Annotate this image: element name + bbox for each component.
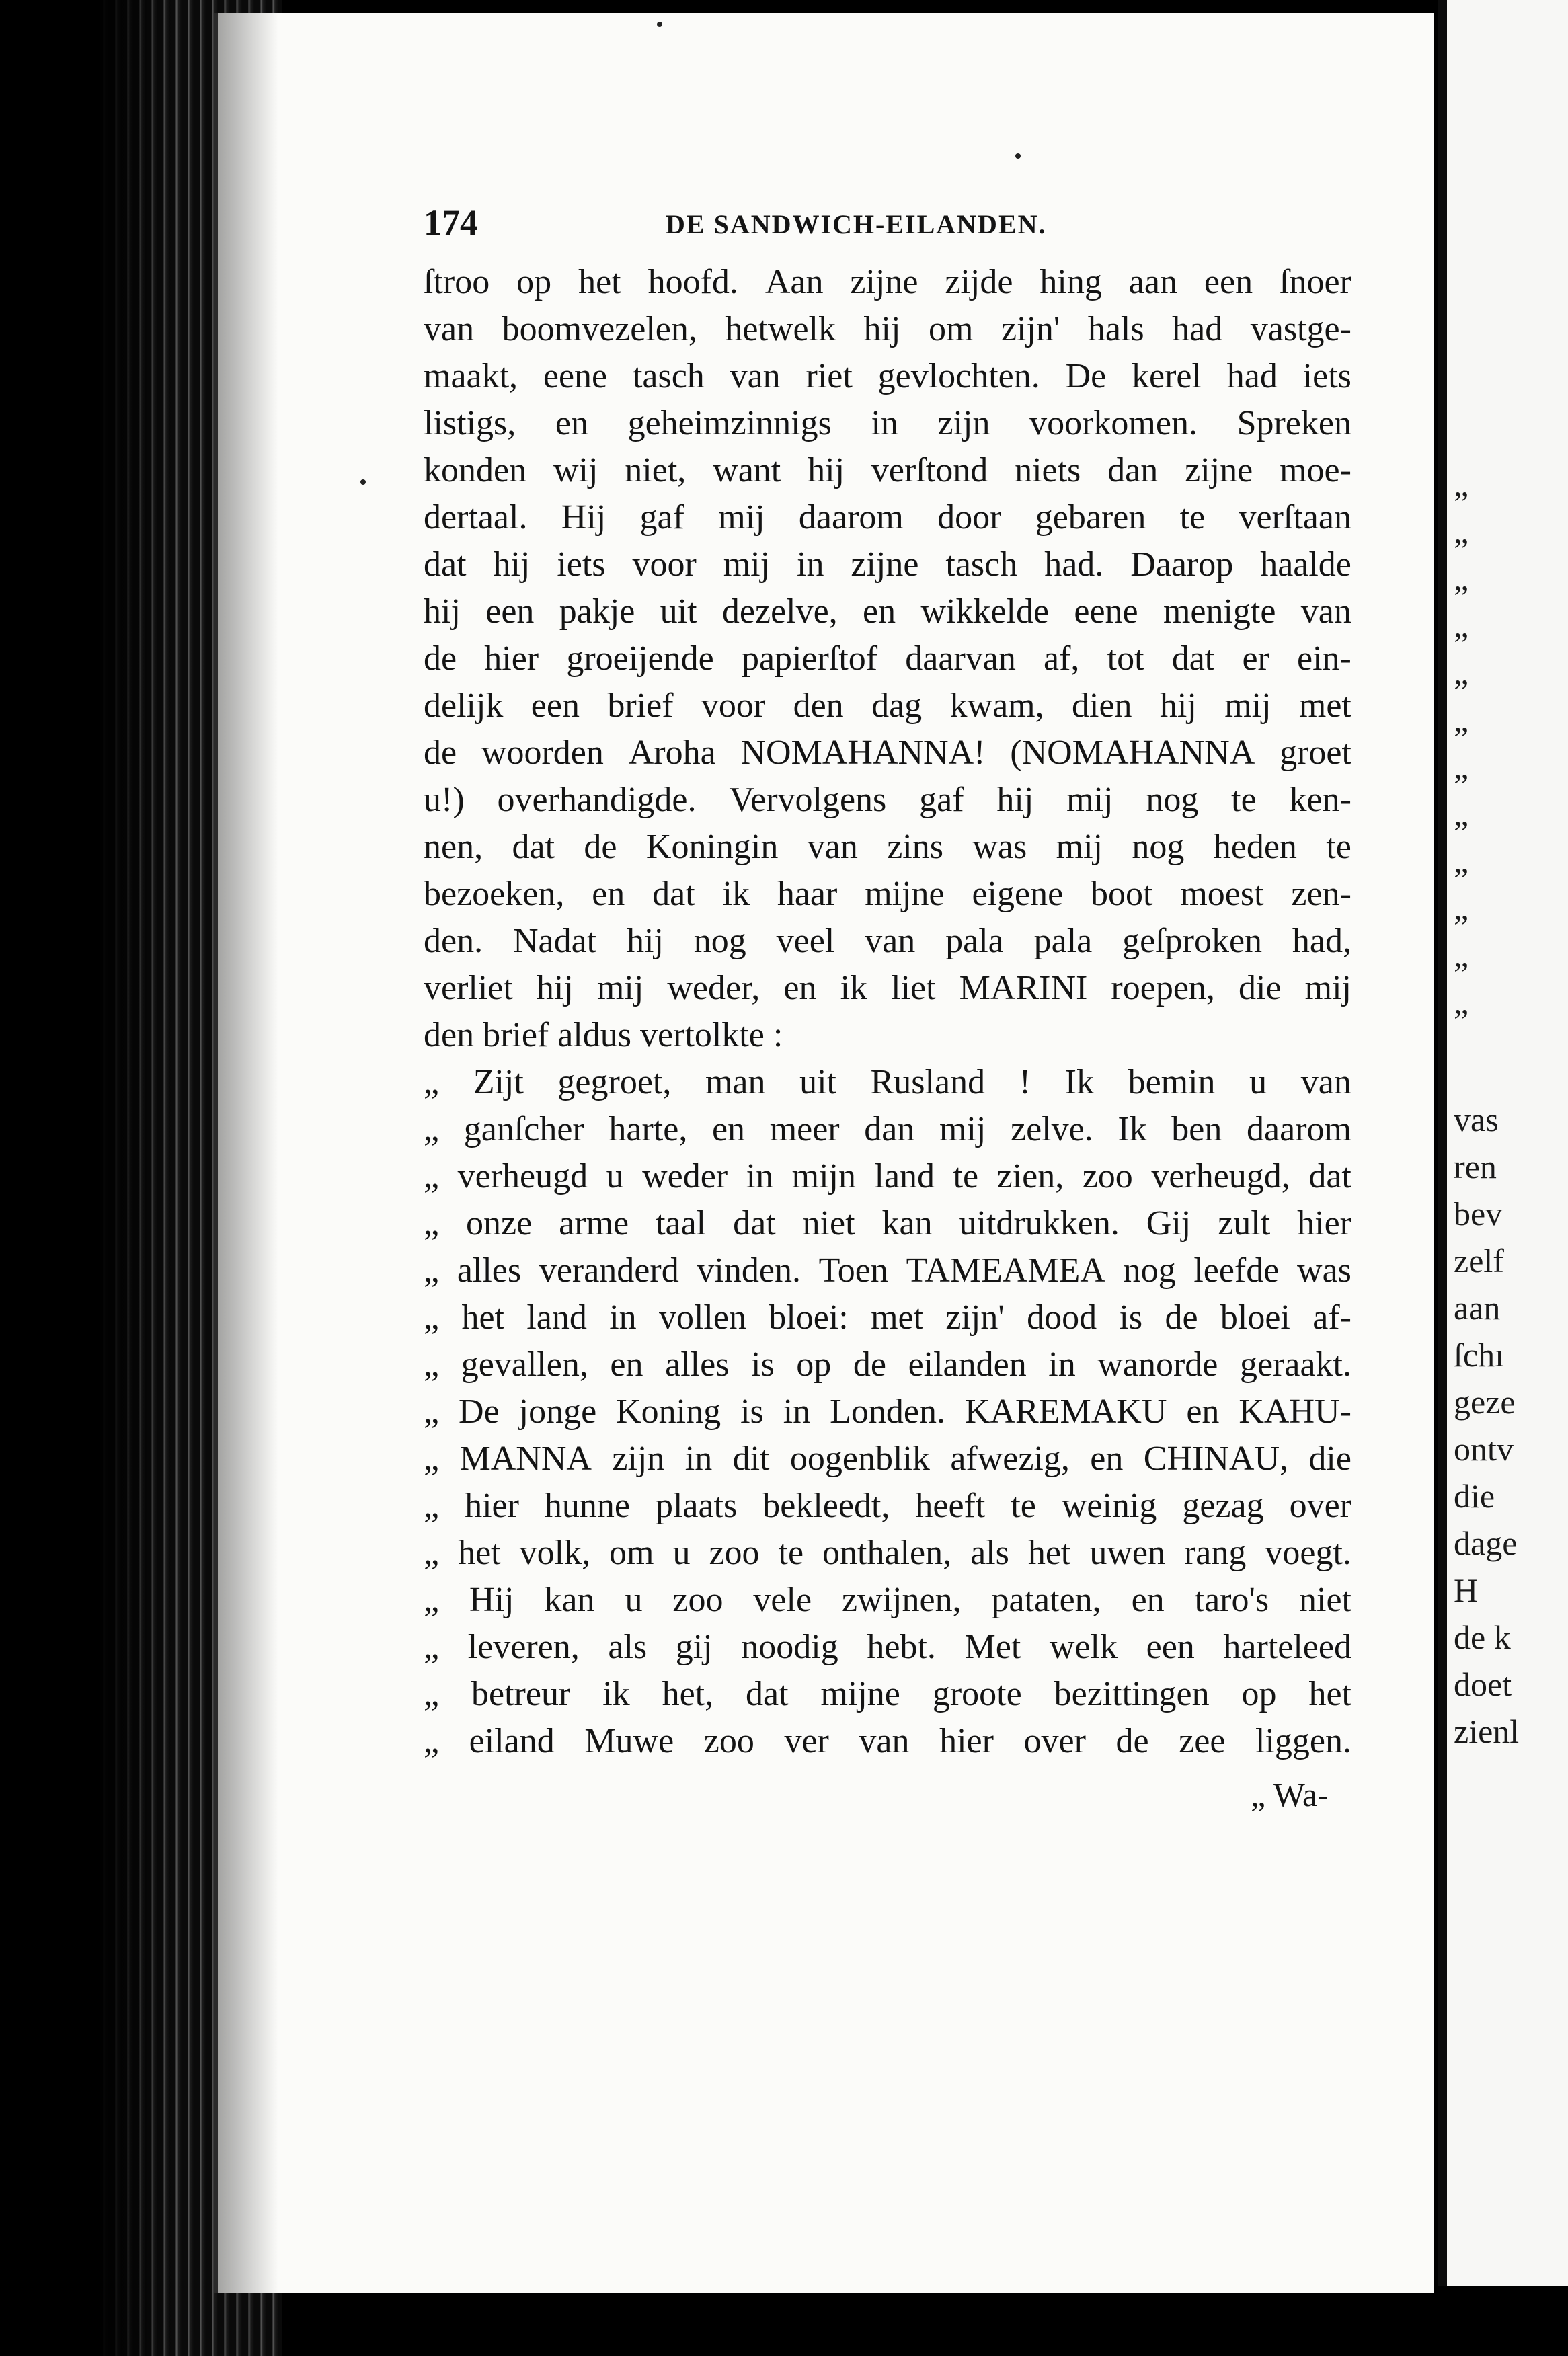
text-line: dat hij iets voor mij in zijne tasch had. Daarop haalde — [424, 545, 1351, 584]
facing-page-text: doet — [1454, 1665, 1512, 1703]
speck — [1015, 153, 1021, 159]
quote-line: „ hier hunne plaats bekleedt, heeft te weinig gezag over — [424, 1487, 1351, 1525]
quote-line: „ verheugd u weder in mijn land te zien, zoo verheugd, dat — [424, 1157, 1351, 1195]
facing-page-text: „ — [1454, 983, 1469, 1021]
facing-page-text: „ — [1454, 842, 1469, 879]
facing-page-text: de k — [1454, 1618, 1511, 1656]
facing-page-text: „ — [1454, 795, 1469, 832]
facing-page-text: zelf — [1454, 1242, 1504, 1280]
text-line: verliet hij mij weder, en ik liet MARINI roepen, die mij — [424, 969, 1351, 1007]
page-gutter-shadow — [218, 13, 278, 2293]
facing-page-text: ren — [1454, 1148, 1497, 1185]
quote-line: „ eiland Muwe zoo ver van hier over de zee liggen. — [424, 1722, 1351, 1760]
facing-page-text: ſchı — [1454, 1336, 1504, 1374]
speck — [657, 22, 662, 27]
page-header — [424, 202, 1351, 249]
text-line: konden wij niet, want hij verſtond niets dan zijne moe- — [424, 451, 1351, 489]
text-line: delijk een brief voor den dag kwam, dien hij mij met — [424, 686, 1351, 725]
catchword: „ Wa- — [1251, 1776, 1329, 1813]
facing-page-text: „ — [1454, 559, 1469, 597]
facing-page-text: „ — [1454, 512, 1469, 550]
text-line: de woorden Aroha NOMAHANNA! (NOMAHANNA groet — [424, 734, 1351, 772]
facing-page-text: die — [1454, 1477, 1495, 1515]
facing-page-text: „ — [1454, 654, 1469, 691]
text-line: listigs, en geheimzinnigs in zijn voorkomen. Spreken — [424, 404, 1351, 442]
text-line: den. Nadat hij nog veel van pala pala geſproken had, — [424, 922, 1351, 960]
facing-page-text: „ — [1454, 889, 1469, 927]
facing-page-text: „ — [1454, 465, 1469, 503]
text-line: den brief aldus vertolkte : — [424, 1016, 783, 1054]
facing-page-text: geze — [1454, 1383, 1516, 1421]
facing-page-text: ontv — [1454, 1430, 1514, 1468]
text-line: u!) overhandigde. Vervolgens gaf hij mij nog te ken- — [424, 781, 1351, 819]
quote-line: „ leveren, als gij noodig hebt. Met welk een harteleed — [424, 1628, 1351, 1666]
facing-page-text: „ — [1454, 936, 1469, 974]
speck — [360, 479, 366, 485]
facing-page-fragment — [1438, 0, 1568, 2286]
facing-page-text: aan — [1454, 1289, 1501, 1327]
facing-page-text: „ — [1454, 701, 1469, 738]
quote-line: „ betreur ik het, dat mijne groote bezittingen op het — [424, 1675, 1351, 1713]
text-line: dertaal. Hij gaf mij daarom door gebaren te verſtaan — [424, 498, 1351, 537]
quote-line: „ MANNA zijn in dit oogenblik afwezig, en CHINAU, die — [424, 1440, 1351, 1478]
text-line: nen, dat de Koningin van zins was mij nog heden te — [424, 828, 1351, 866]
facing-page-text: „ — [1454, 748, 1469, 785]
spine-shadow — [0, 0, 175, 2356]
body-text — [424, 259, 1351, 1765]
quote-line: „ ganſcher harte, en meer dan mij zelve. Ik ben daarom — [424, 1110, 1351, 1148]
facing-page-text: dage — [1454, 1524, 1518, 1562]
running-title: DE SANDWICH-EILANDEN. — [666, 209, 1047, 239]
quote-line: „ gevallen, en alles is op de eilanden in wanorde geraakt. — [424, 1345, 1351, 1384]
quote-line: „ De jonge Koning is in Londen. KAREMAKU en KAHU- — [424, 1392, 1351, 1431]
text-line: hij een pakje uit dezelve, en wikkelde eene menigte van — [424, 592, 1351, 631]
text-line: maakt, eene tasch van riet gevlochten. De kerel had iets — [424, 357, 1351, 395]
quote-line: „ alles veranderd vinden. Toen TAMEAMEA nog leefde was — [424, 1251, 1351, 1290]
quote-line: „ het volk, om u zoo te onthalen, als het uwen rang voegt. — [424, 1534, 1351, 1572]
text-line: de hier groeijende papierſtof daarvan af, tot dat er ein- — [424, 639, 1351, 678]
text-line: ſtroo op het hoofd. Aan zijne zijde hing aan een ſnoer — [424, 263, 1351, 301]
facing-page-text: H — [1454, 1571, 1479, 1609]
quote-line: „ Hij kan u zoo vele zwijnen, pataten, en taro's niet — [424, 1581, 1351, 1619]
text-line: bezoeken, en dat ik haar mijne eigene boot moest zen- — [424, 875, 1351, 913]
facing-page-text: zienl — [1454, 1713, 1520, 1750]
facing-page-text: vas — [1454, 1101, 1499, 1138]
quote-line: „ Zijt gegroet, man uit Rusland ! Ik bemin u van — [424, 1063, 1351, 1101]
facing-page-text: bev — [1454, 1195, 1503, 1232]
page-number: 174 — [424, 202, 478, 243]
facing-page-text: „ — [1454, 606, 1469, 644]
quote-line: „ onze arme taal dat niet kan uitdrukken. Gij zult hier — [424, 1204, 1351, 1243]
text-line: van boomvezelen, hetwelk hij om zijn' hals had vastge- — [424, 310, 1351, 348]
quote-line: „ het land in vollen bloei: met zijn' dood is de bloei af- — [424, 1298, 1351, 1337]
